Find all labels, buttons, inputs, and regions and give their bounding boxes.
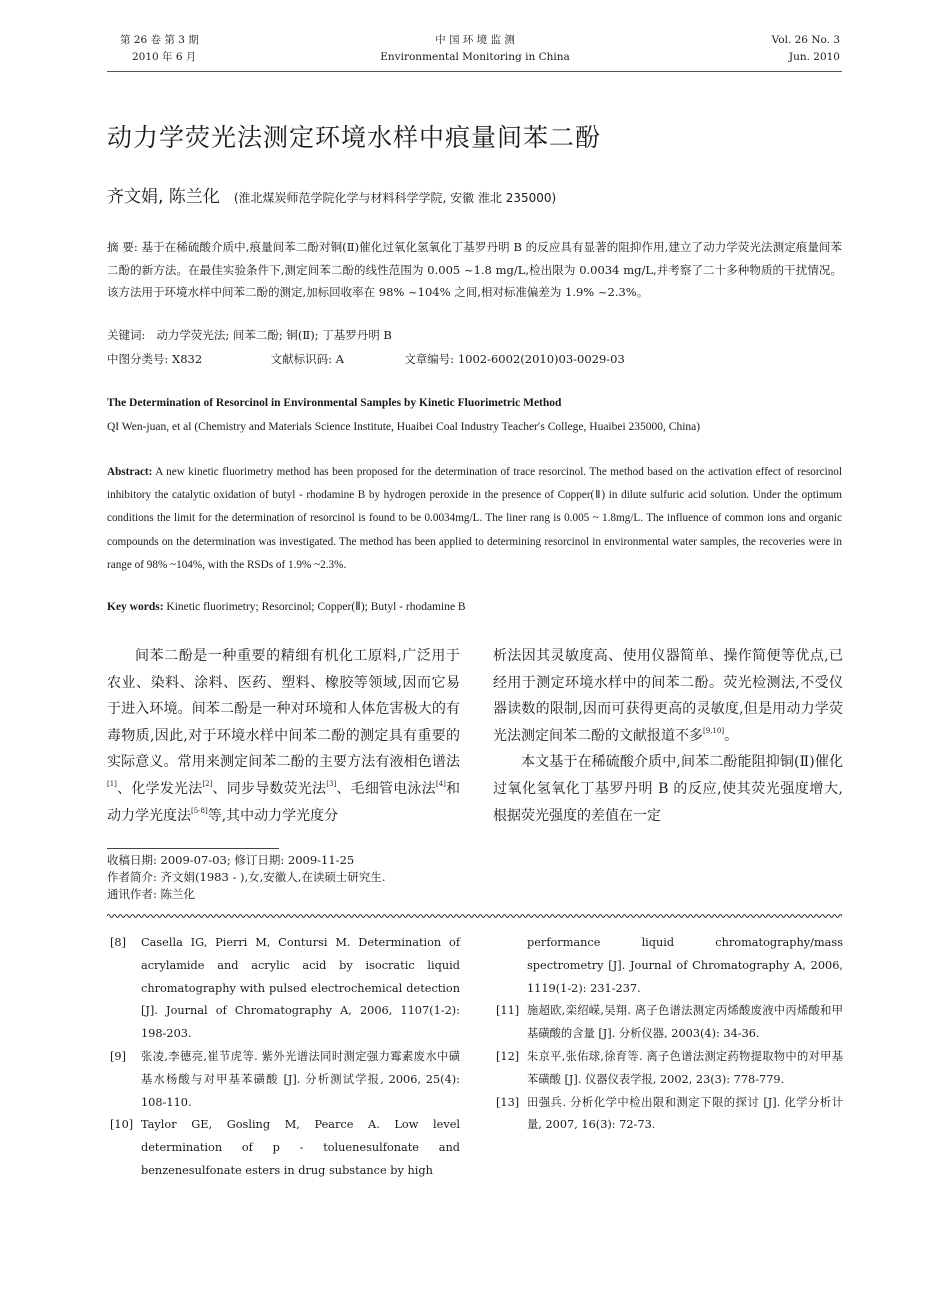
body-column-right	[493, 643, 843, 829]
body-paragraph: 本文基于在稀硫酸介质中,间苯二酚能阻抑铜(Ⅱ)催化过氧化氢氧化丁基罗丹明 B 的反应,使其荧光强度增大,根据荧光强度的差值在一定	[493, 754, 843, 824]
cn-abstract-text: 基于在稀硫酸介质中,痕量间苯二酚对铜(Ⅱ)催化过氧化氢氧化丁基罗丹明 B 的反应具有显著的阻抑作用,建立了动力学荧光法测定痕量间苯二酚的新方法。在最佳实验条件下,测定间苯二酚的线性范围为 0.005 ~1.8 mg/L,检出限为 0.0034 mg/L,并考察了二十多种物质的干扰情况。该方法用于环境水样中间苯二酚的测定,加标回收率在 98% ~104% 之间,相对标准偏差为 1.9% ~2.3%。	[107, 240, 843, 299]
author-bio: 作者简介: 齐文娟(1983 - ),女,安徽人,在读硕士研究生.	[107, 870, 386, 884]
body-text: 。	[724, 727, 739, 744]
reference-text: 田强兵. 分析化学中检出限和测定下限的探讨 [J]. 化学分析计量, 2007, 16(3): 72-73.	[527, 1095, 843, 1132]
en-abstract	[107, 461, 842, 577]
class-number: 中图分类号: X832	[107, 352, 203, 366]
reference-number: [13]	[496, 1095, 520, 1109]
journal-name-en: Environmental Monitoring in China	[380, 51, 570, 63]
body-text: 和动力学光度法	[107, 780, 461, 824]
body-paragraph	[493, 643, 843, 749]
reference-item	[107, 932, 460, 1046]
reference-number: [12]	[496, 1049, 520, 1063]
affiliation: (淮北煤炭师范学院化学与材料科学学院, 安徽 淮北 235000)	[233, 191, 557, 205]
reference-number: [8]	[110, 936, 127, 949]
body-text: 间苯二酚是一种重要的精细有机化工原料,广泛用于农业、染料、涂料、医药、塑料、橡胶等领域,因而它易于进入环境。间苯二酚是一种对环境和人体危害极大的有毒物质,因此,对于环境水样中间苯二酚的测定具有重要的实际意义。常用来测定间苯二酚的主要方法有液相色谱法	[107, 648, 460, 771]
en-authors: QI Wen-juan, et al (Chemistry and Materials Science Institute, Huaibei Coal Industry Teacher′s College, Huaibei 235000, China)	[107, 421, 701, 433]
authors: 齐文娟, 陈兰化	[107, 187, 220, 207]
journal-name-cn: 中 国 环 境 监 测	[435, 34, 515, 46]
en-abstract-text: A new kinetic fluorimetry method has been proposed for the determination of trace resorcinol. The method based on the activation effect of resorcinol inhibitory the catalytic oxidation of butyl - rhodamine B by hydrogen peroxide in the presence of Copper(Ⅱ) in dilute sulfuric acid solution. Under the optimum conditions the limit for the determination of resorcinol is found to be 0.0034mg/L. The liner rang is 0.005 ~ 1.8mg/L. The influence of common ions and organic compounds on the determination was investigated. The method has been applied to determining resorcinol in environmental water samples, the recoveries were in range of 98% ~104%, with the RSDs of 1.9% ~2.3%.	[107, 466, 842, 571]
journal-name	[340, 32, 610, 66]
cn-abstract-label: 摘 要:	[107, 240, 138, 254]
body-text: 、化学发光法	[116, 780, 203, 797]
body-column-left	[107, 643, 460, 829]
classification-line	[107, 350, 625, 368]
en-title: The Determination of Resorcinol in Environmental Samples by Kinetic Fluorimetric Method	[107, 397, 562, 409]
cn-abstract	[107, 236, 842, 304]
reference-text: 朱京平,张佑球,徐育等. 离子色谱法测定药物提取物中的对甲基苯磺酸 [J]. 仪器仪表学报, 2002, 23(3): 778-779.	[527, 1049, 843, 1086]
references-right	[493, 932, 843, 1137]
body-text: 、毛细管电泳法	[336, 780, 436, 797]
citation: [4]	[435, 779, 446, 788]
reference-item	[493, 1046, 843, 1092]
en-keywords	[107, 599, 466, 613]
paper-title: 动力学荧光法测定环境水样中痕量间苯二酚	[107, 123, 602, 152]
corresponding-author: 通讯作者: 陈兰化	[107, 887, 196, 901]
citation: [1]	[107, 779, 117, 788]
en-keywords-label: Key words:	[107, 601, 164, 613]
body-text: 析法因其灵敏度高、使用仪器简单、操作简便等优点,已经用于测定环境水样中的间苯二酚。荧光检测法,不受仪器读数的限制,因而可获得更高的灵敏度,但是用动力学荧光法测定间苯二酚的文献报道不多	[493, 648, 843, 744]
citation: [9,10]	[703, 726, 725, 735]
en-abstract-label: Abstract:	[107, 466, 153, 478]
doc-code: 文献标识码: A	[270, 352, 344, 366]
issue-info-en	[772, 32, 840, 66]
volume-issue: 第 26 卷 第 3 期	[120, 34, 199, 46]
reference-continuation: performance liquid chromatography/mass spectrometry [J]. Journal of Chromatography A, 2006, 1119(1-2): 231-237.	[527, 936, 843, 995]
body-text: 等,其中动力学光度分	[207, 807, 339, 824]
citation: [2]	[202, 779, 213, 788]
reference-item	[107, 1046, 460, 1114]
reference-item	[107, 1114, 460, 1182]
footnote-rule	[107, 848, 279, 849]
article-number: 文章编号: 1002-6002(2010)03-0029-03	[404, 352, 625, 366]
body-text: 、同步导数荧光法	[212, 780, 327, 797]
reference-text: 施超欧,栾绍嵘,吴翔. 离子色谱法测定丙烯酸废液中丙烯酸和甲基磺酸的含量 [J]. 分析仪器, 2003(4): 34-36.	[527, 1004, 843, 1041]
citation: [5-8]	[191, 806, 208, 815]
received-date: 收稿日期: 2009-07-03; 修订日期: 2009-11-25	[107, 853, 355, 867]
references-left	[107, 932, 460, 1183]
author-line	[107, 182, 556, 207]
reference-item	[493, 1000, 843, 1046]
cn-keywords-label: 关键词:	[107, 328, 146, 342]
cn-keywords	[107, 326, 392, 344]
issue-date-en: Jun. 2010	[788, 51, 840, 63]
reference-number: [11]	[496, 1004, 520, 1018]
issue-info	[120, 32, 199, 66]
wavy-separator	[107, 910, 842, 922]
citation: [3]	[326, 779, 337, 788]
reference-text: Taylor GE, Gosling M, Pearce A. Low level determination of p - toluenesulfonate and benzenesulfonate esters in drug substance by high	[141, 1118, 460, 1177]
cn-keywords-text: 动力学荧光法; 间苯二酚; 铜(Ⅱ); 丁基罗丹明 B	[156, 328, 392, 342]
footnotes	[107, 852, 386, 903]
en-keywords-text: Kinetic fluorimetry; Resorcinol; Copper(Ⅱ); Butyl - rhodamine B	[166, 601, 466, 613]
header-rule	[107, 71, 842, 72]
reference-number: [9]	[110, 1049, 127, 1063]
reference-number: [10]	[110, 1118, 134, 1132]
body-paragraph	[107, 643, 460, 829]
volume-issue-en: Vol. 26 No. 3	[771, 34, 840, 46]
issue-date: 2010 年 6 月	[132, 51, 197, 63]
reference-text: Casella IG, Pierri M, Contursi M. Determination of acrylamide and acrylic acid by isocratic liquid chromatography with pulsed electrochemical detection [J]. Journal of Chromatography A, 2006, 1107(1-2): 198-203.	[141, 936, 460, 1041]
reference-item	[493, 1092, 843, 1138]
reference-text: 张凌,李德亮,崔节虎等. 紫外光谱法同时测定强力霉素废水中磺基水杨酸与对甲基苯磺酸 [J]. 分析测试学报, 2006, 25(4): 108-110.	[141, 1049, 460, 1109]
